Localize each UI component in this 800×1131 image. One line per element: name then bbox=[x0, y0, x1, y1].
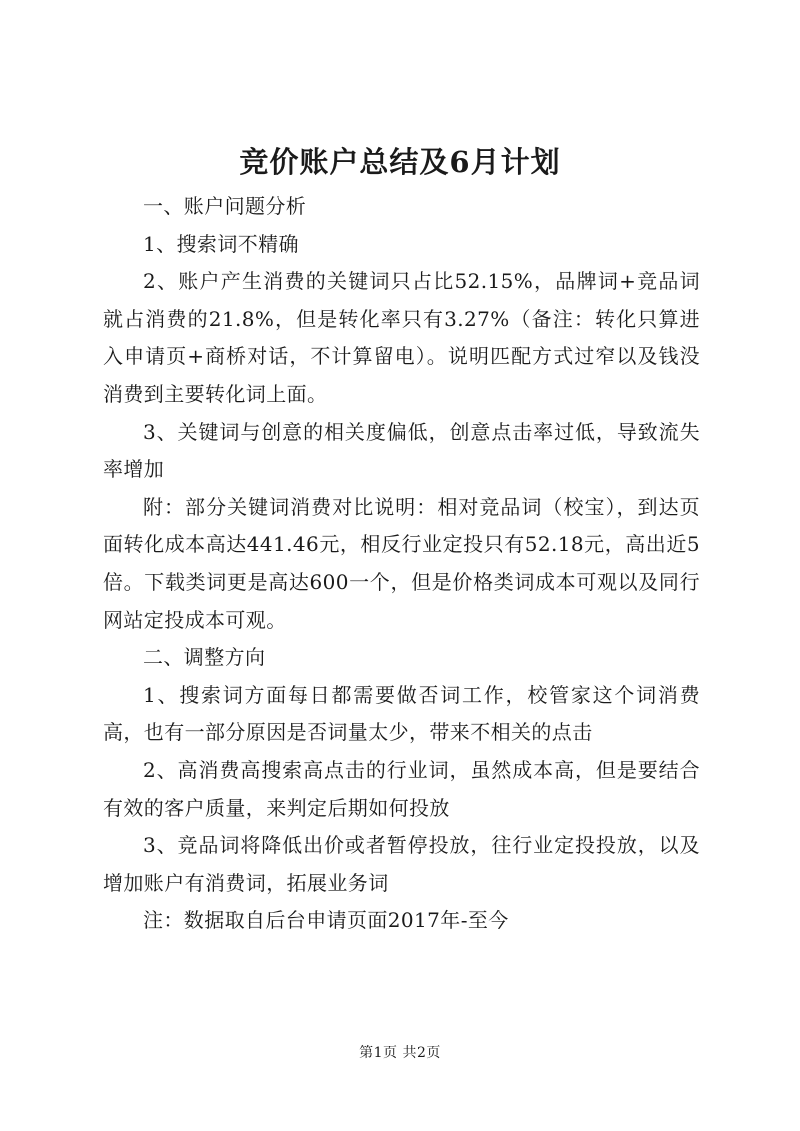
paragraph-negative-keywords: 1、搜索词方面每日都需要做否词工作，校管家这个词消费高，也有一部分原因是否词量太少，带来不相关的点击 bbox=[103, 682, 700, 745]
paragraph-appendix-cost-comparison: 附：部分关键词消费对比说明：相对竞品词（校宝），到达页面转化成本高达441.46元，相反行业定投只有52.18元，高出近5倍。下载类词更是高达600一个，但是价格类词成本可观以及同行网站定投成本可观。 bbox=[103, 494, 700, 632]
paragraph-industry-terms: 2、高消费高搜索高点击的行业词，虽然成本高，但是要结合有效的客户质量，来判定后期如何投放 bbox=[103, 757, 700, 820]
paragraph-creative-relevance: 3、关键词与创意的相关度偏低，创意点击率过低，导致流失率增加 bbox=[103, 419, 700, 482]
document-body bbox=[103, 188, 700, 940]
section-heading-adjustment-direction: 二、调整方向 bbox=[143, 645, 266, 670]
paragraph-competitor-terms: 3、竞品词将降低出价或者暂停投放，往行业定投投放，以及增加账户有消费词，拓展业务词 bbox=[103, 833, 700, 895]
document-title: 竞价账户总结及6月计划 bbox=[239, 145, 561, 179]
paragraph-search-terms: 1、搜索词不精确 bbox=[143, 231, 299, 256]
section-heading-problem-analysis: 一、账户问题分析 bbox=[143, 194, 307, 218]
page-number-footer: 第1页 共2页 bbox=[359, 1045, 441, 1061]
paragraph-data-note: 注：数据取自后台申请页面2017年-至今 bbox=[143, 908, 509, 933]
paragraph-keyword-spend: 2、账户产生消费的关键词只占比52.15%，品牌词+竞品词就占消费的21.8%，但是转化率只有3.27%（备注：转化只算进入申请页+商桥对话，不计算留电）。说明匹配方式过窄以及钱没消费到主要转化词上面。 bbox=[103, 269, 700, 406]
